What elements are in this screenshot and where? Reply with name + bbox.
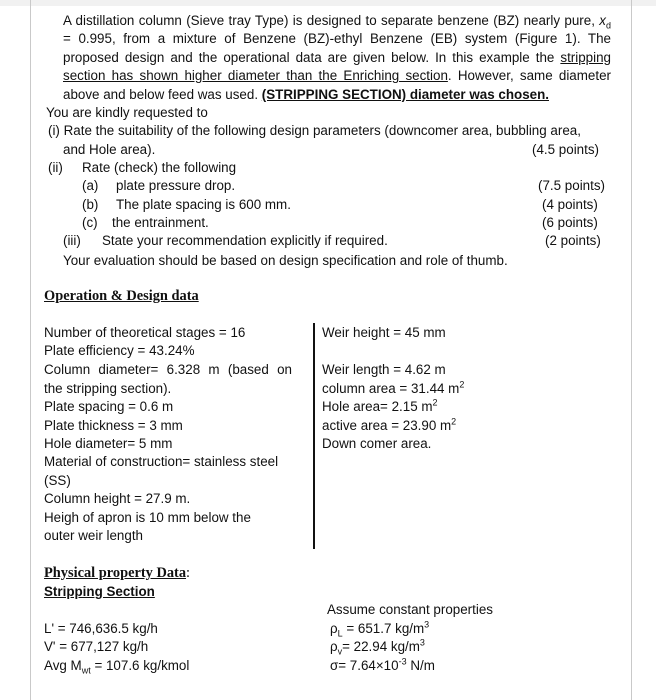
apron-line2: outer weir length	[44, 528, 143, 543]
question-2-text: Rate (check) the following	[82, 160, 237, 175]
question-2a-text: plate pressure drop.	[116, 178, 236, 193]
question-2c-points: (6 points)	[542, 215, 598, 230]
material-line2: (SS)	[44, 473, 71, 488]
stripping-section-heading: Stripping Section	[44, 584, 155, 599]
intro-part2: = 0.995, from a mixture of Benzene (BZ)-ethyl Benzene (EB) system (Figure 1). The proposed design and the operational data are given below. In this example the	[63, 31, 611, 65]
hole-diameter: Hole diameter= 5 mm	[44, 436, 173, 451]
vapor-flow: V' = 677,127 kg/h	[44, 639, 149, 654]
question-2a-label: (a)	[82, 178, 99, 193]
question-3-points: (2 points)	[545, 233, 601, 248]
column-diameter-line2: the stripping section).	[44, 381, 172, 396]
mw-prefix: Avg M	[44, 658, 82, 673]
question-1-line2: and Hole area).	[63, 142, 156, 157]
question-2b-points: (4 points)	[542, 197, 598, 212]
design-data-heading: Operation & Design data	[44, 288, 199, 304]
column-diameter-line1: Column diameter= 6.328 m (based on	[44, 362, 292, 377]
mw-subscript: wt	[81, 665, 91, 676]
question-2b-label: (b)	[82, 197, 99, 212]
question-2b-text: The plate spacing is 600 mm.	[116, 197, 291, 212]
question-2-label: (ii)	[48, 160, 63, 175]
intro-bold-underlined: (STRIPPING SECTION) diameter was chosen.	[261, 86, 549, 102]
evaluation-note: Your evaluation should be based on design specification and role of thumb.	[63, 253, 508, 268]
rho-v-symbol: ρ	[330, 639, 338, 654]
hole-area	[322, 398, 438, 416]
hole-area-text: Hole area= 2.15 m	[322, 399, 433, 414]
physical-heading-colon: :	[186, 565, 191, 581]
surface-tension	[330, 657, 435, 675]
downcomer-area: Down comer area.	[322, 436, 432, 451]
weir-height: Weir height = 45 mm	[322, 325, 446, 340]
column-area	[322, 380, 464, 398]
liquid-flow: L' = 746,636.5 kg/h	[44, 621, 158, 636]
plate-thickness: Plate thickness = 3 mm	[44, 418, 183, 433]
sigma-exponent: -3	[398, 656, 407, 667]
active-area-text: active area = 23.90 m	[322, 418, 452, 433]
active-area	[322, 417, 456, 435]
rho-l-sup: 3	[424, 619, 430, 630]
intro-paragraph	[63, 12, 611, 104]
properties-title: Assume constant properties	[327, 602, 493, 617]
liquid-density	[330, 620, 429, 638]
intro-underlined: stripping section has shown higher diameter than the Enriching section	[63, 49, 611, 84]
sigma-unit: N/m	[406, 658, 435, 673]
weir-length: Weir length = 4.62 m	[322, 362, 446, 377]
material-line1: Material of construction= stainless steel	[44, 454, 279, 469]
plate-spacing: Plate spacing = 0.6 m	[44, 399, 174, 414]
rho-l-sub: L	[337, 628, 343, 639]
apron-line1: Heigh of apron is 10 mm below the	[44, 510, 251, 525]
rho-v-sup: 3	[419, 637, 425, 648]
intro-part1: A distillation column (Sieve tray Type) is designed to separate benzene (BZ) nearly pure,	[63, 13, 600, 28]
theoretical-stages: Number of theoretical stages = 16	[44, 325, 246, 340]
question-2a-points: (7.5 points)	[538, 178, 605, 193]
question-3-text: State your recommendation explicitly if required.	[102, 233, 388, 248]
rho-v-sub: v	[337, 646, 343, 657]
column-divider	[313, 323, 315, 549]
question-1-points: (4.5 points)	[532, 142, 599, 157]
rho-v-value: = 22.94 kg/m	[342, 639, 420, 654]
vapor-density	[330, 638, 425, 656]
physical-heading-text: Physical property Data	[44, 565, 187, 581]
column-height: Column height = 27.9 m.	[44, 491, 191, 506]
active-area-sup: 2	[451, 416, 457, 427]
hole-area-sup: 2	[432, 397, 438, 408]
rho-l-symbol: ρ	[330, 621, 338, 636]
sigma-prefix: σ= 7.64×10	[330, 658, 399, 673]
question-2c-text: the entrainment.	[112, 215, 209, 230]
physical-heading	[44, 564, 190, 582]
question-2c-label: (c)	[82, 215, 98, 230]
question-3-label: (iii)	[63, 233, 81, 248]
question-1-line1: (i) Rate the suitability of the following design parameters (downcomer area, bubbling area,	[48, 123, 581, 138]
request-text: You are kindly requested to	[46, 105, 208, 120]
column-area-sup: 2	[459, 379, 465, 390]
rho-l-value: = 651.7 kg/m	[342, 621, 425, 636]
intro-part3: . However, same diameter above and below feed was used.	[63, 68, 611, 102]
column-area-text: column area = 31.44 m	[322, 381, 460, 396]
avg-molecular-weight	[44, 657, 189, 675]
plate-efficiency: Plate efficiency = 43.24%	[44, 343, 195, 358]
xd-symbol: x	[599, 13, 606, 28]
xd-subscript: d	[605, 20, 611, 31]
mw-suffix: = 107.6 kg/kmol	[90, 658, 190, 673]
